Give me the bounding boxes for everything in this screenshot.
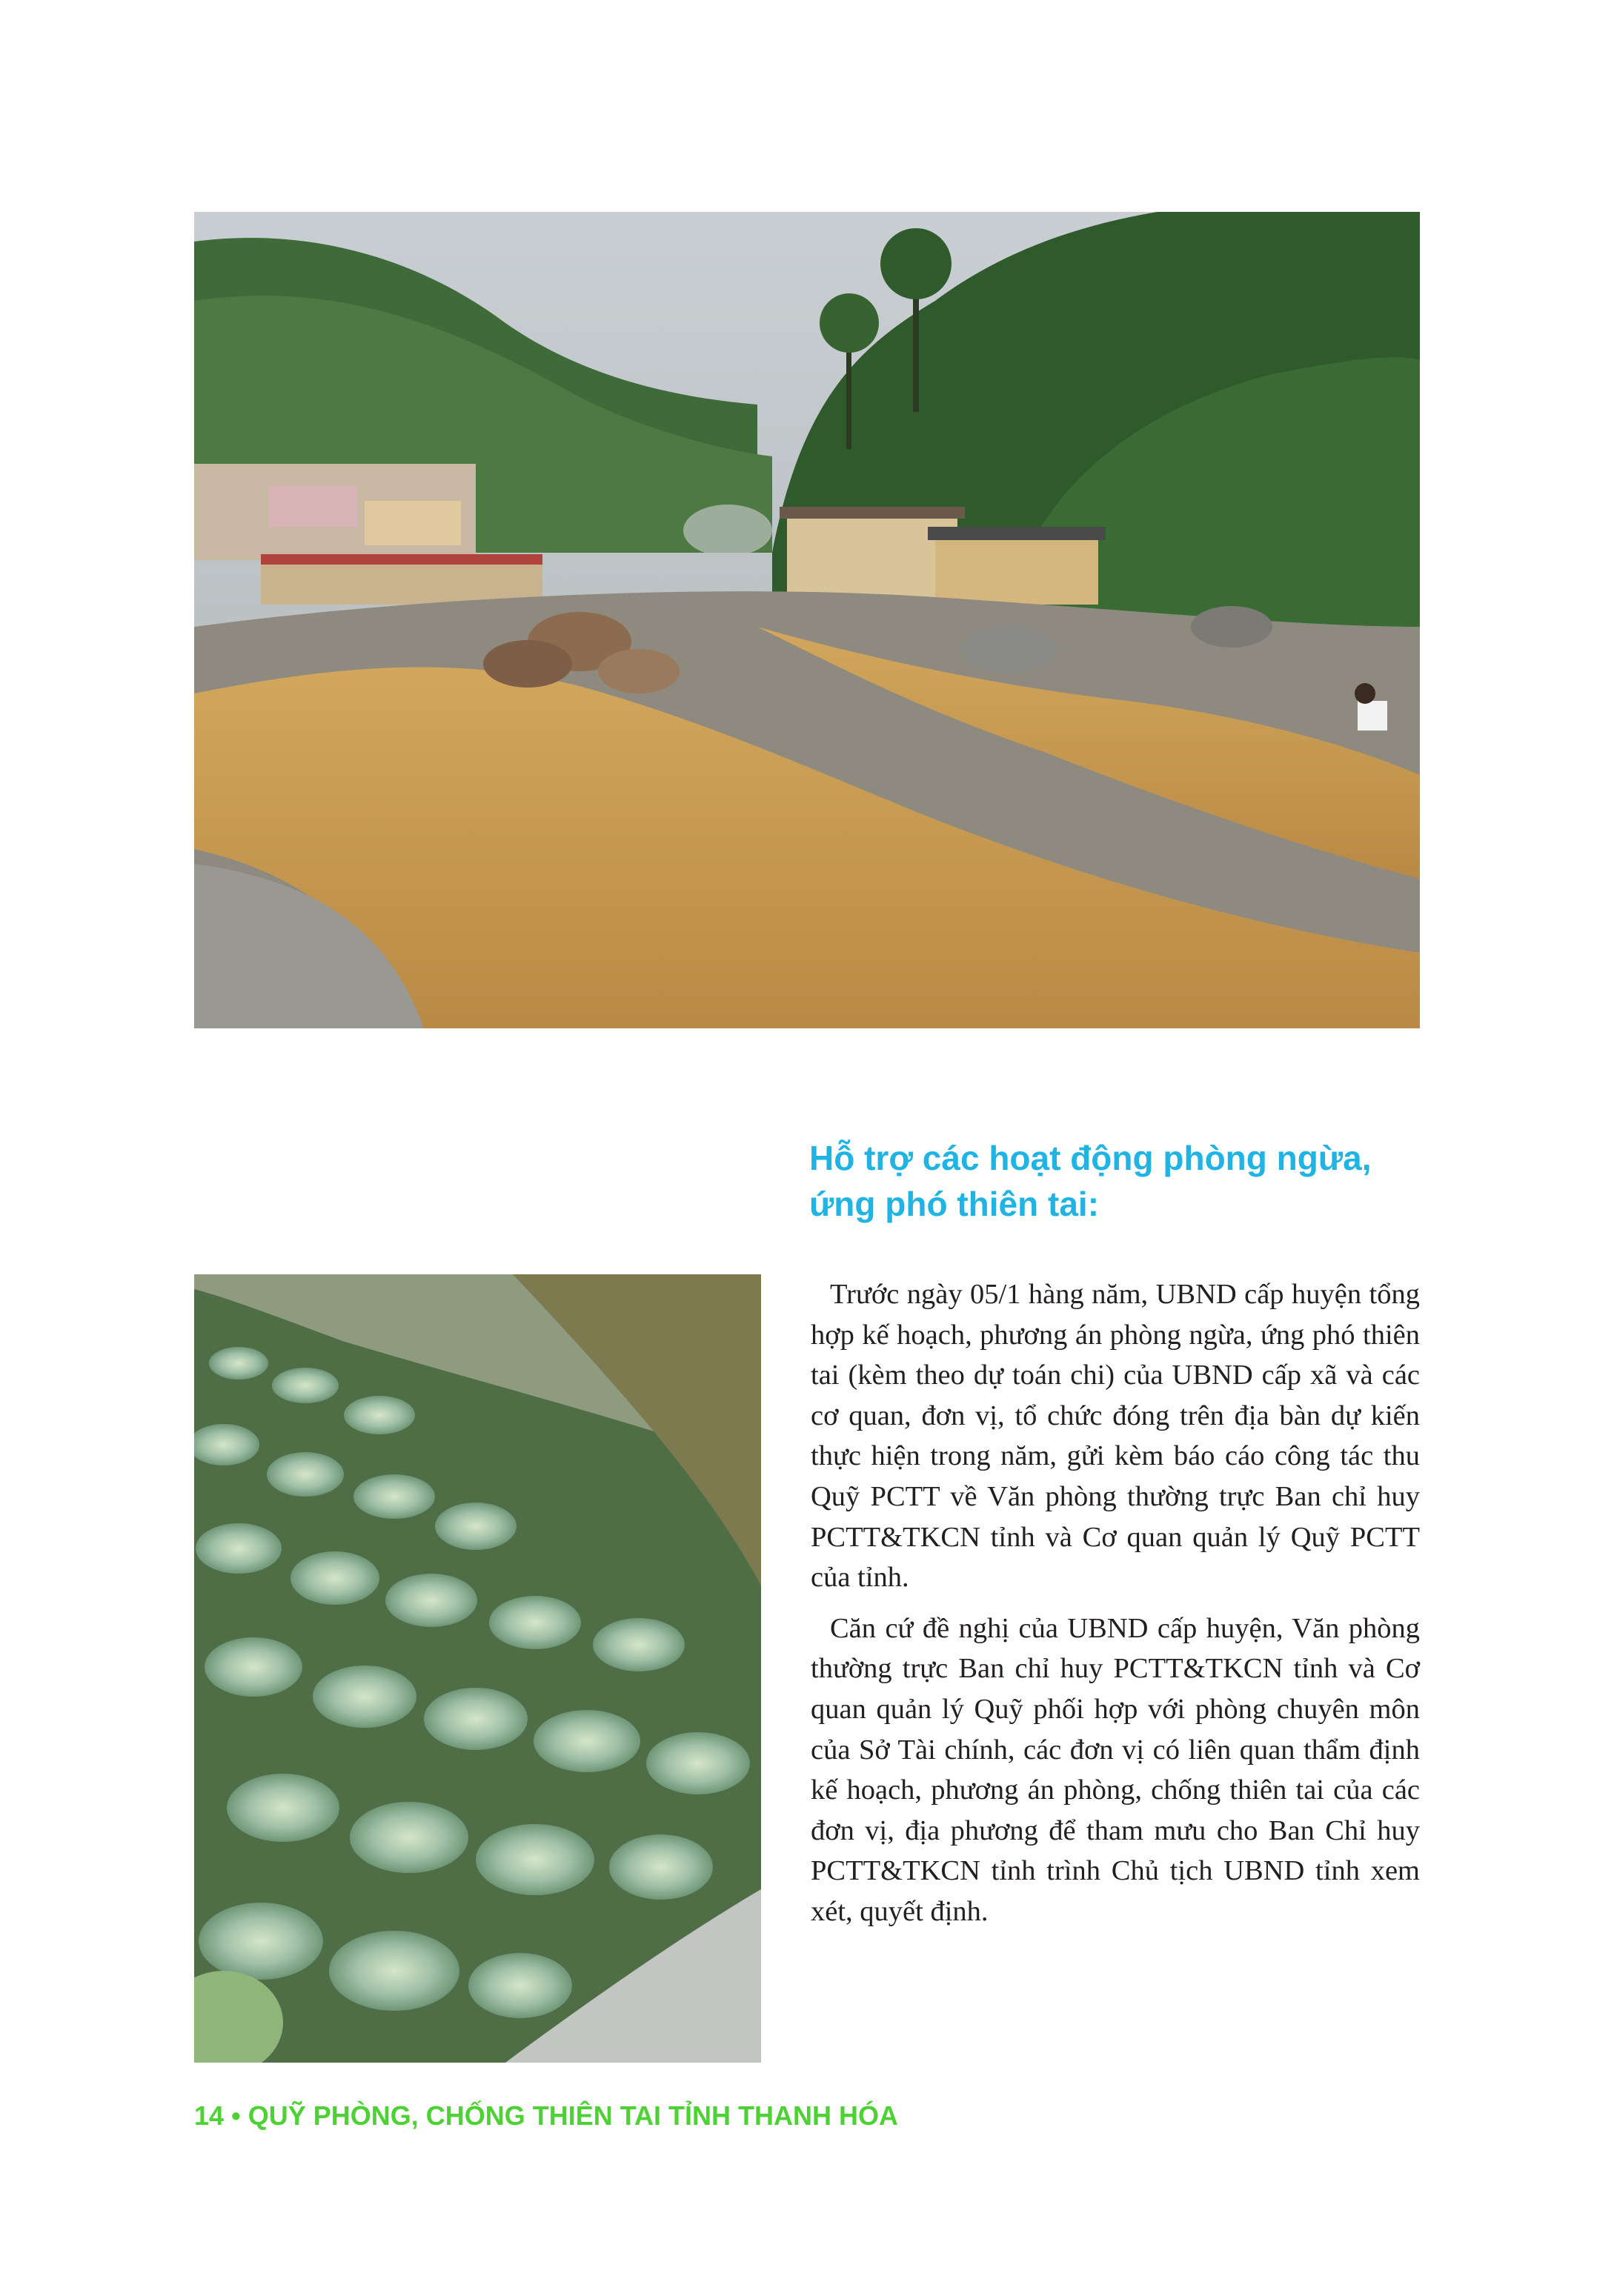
heading-line-1: Hỗ trợ các hoạt động phòng ngừa, [809, 1139, 1372, 1177]
paragraph-1: Trước ngày 05/1 hàng năm, UBND cấp huyện tổng hợp kế hoạch, phương án phòng ngừa, ứng phó thiên tai (kèm theo dự toán chi) của UBND cấp xã và các cơ quan, đơn vị, tổ chức đóng trên địa bàn dự kiến thực hiện trong năm, gửi kèm báo cáo công tác thu Quỹ PCTT về Văn phòng thường trực Ban chỉ huy PCTT&TKCN tỉnh và Cơ quan quản lý Quỹ PCTT của tỉnh. [811, 1279, 1420, 1594]
paragraph-2: Căn cứ đề nghị của UBND cấp huyện, Văn phòng thường trực Ban chỉ huy PCTT&TKCN tỉnh và Cơ quan quản lý Quỹ phối hợp với phòng chuyên môn của Sở Tài chính, các đơn vị có liên quan thẩm định kế hoạch, phương án phòng, chống thiên tai của các đơn vị, địa phương để tham mưu cho Ban Chỉ huy PCTT&TKCN tỉnh trình Chủ tịch UBND tỉnh xem xét, quyết định. [811, 1612, 1420, 1927]
body-text [811, 1274, 1420, 1943]
publication-title: QUỸ PHÒNG, CHỐNG THIÊN TAI TỈNH THANH HÓA [248, 2100, 899, 2131]
section-heading [809, 1135, 1447, 1227]
cabbage-field-photo [194, 1274, 761, 2063]
page-footer [194, 2100, 898, 2132]
page-number: 14 [194, 2100, 225, 2131]
flood-river-illustration [194, 212, 1420, 1028]
cabbage-field-illustration [194, 1274, 761, 2063]
flood-river-photo [194, 212, 1420, 1028]
footer-separator: • [231, 2100, 241, 2131]
heading-line-2: ứng phó thiên tai: [809, 1185, 1100, 1223]
